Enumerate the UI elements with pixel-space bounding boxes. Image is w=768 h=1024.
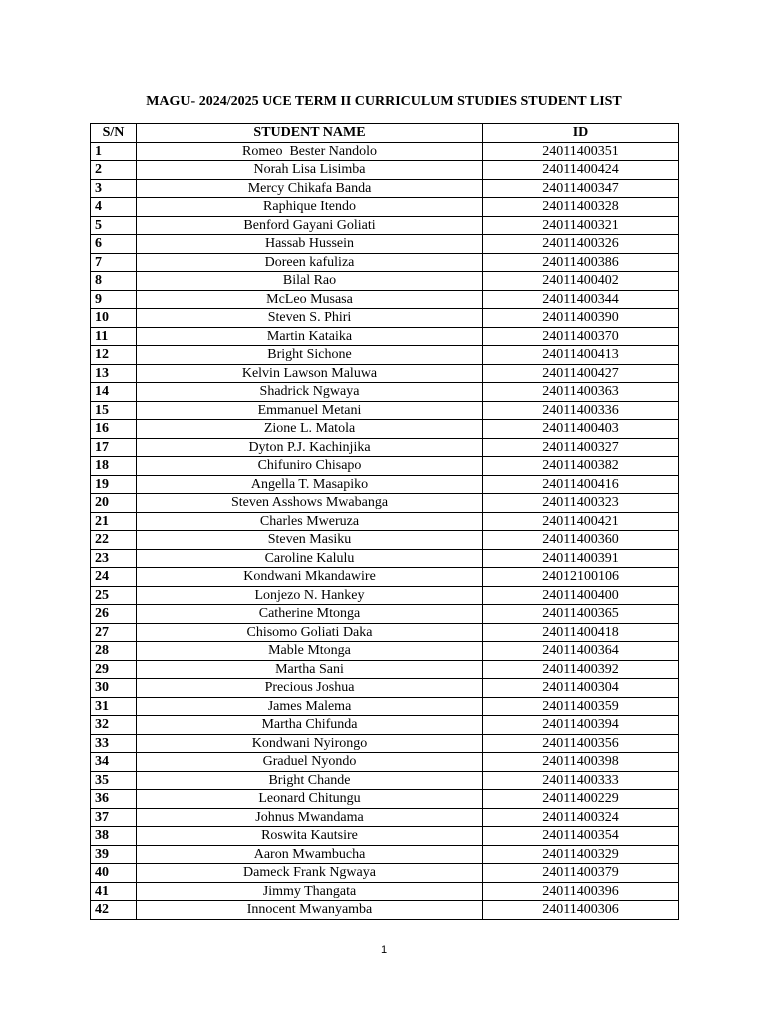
serial-number-cell: 24 (91, 568, 137, 587)
table-row (91, 327, 679, 346)
student-id-cell: 24011400229 (483, 790, 679, 809)
student-name-cell: Chisomo Goliati Daka (137, 623, 483, 642)
table-row (91, 827, 679, 846)
student-name-cell: Bright Chande (137, 771, 483, 790)
student-id-cell: 24011400382 (483, 457, 679, 476)
table-row (91, 216, 679, 235)
table-row (91, 290, 679, 309)
student-name-cell: Leonard Chitungu (137, 790, 483, 809)
column-header-id: ID (483, 124, 679, 143)
student-name-cell: Martha Sani (137, 660, 483, 679)
student-name-cell: Graduel Nyondo (137, 753, 483, 772)
table-row (91, 475, 679, 494)
student-name-cell: Innocent Mwanyamba (137, 901, 483, 920)
table-row (91, 161, 679, 180)
student-name-cell: James Malema (137, 697, 483, 716)
serial-number-cell: 16 (91, 420, 137, 439)
table-row (91, 179, 679, 198)
table-row (91, 420, 679, 439)
table-row (91, 401, 679, 420)
serial-number-cell: 6 (91, 235, 137, 254)
student-id-cell: 24011400326 (483, 235, 679, 254)
serial-number-cell: 9 (91, 290, 137, 309)
student-id-cell: 24011400333 (483, 771, 679, 790)
student-name-cell: Doreen kafuliza (137, 253, 483, 272)
student-id-cell: 24011400304 (483, 679, 679, 698)
student-name-cell: Kondwani Mkandawire (137, 568, 483, 587)
student-id-cell: 24011400360 (483, 531, 679, 550)
student-name-cell: Chifuniro Chisapo (137, 457, 483, 476)
serial-number-cell: 15 (91, 401, 137, 420)
student-id-cell: 24011400391 (483, 549, 679, 568)
student-id-cell: 24011400344 (483, 290, 679, 309)
student-id-cell: 24011400370 (483, 327, 679, 346)
serial-number-cell: 40 (91, 864, 137, 883)
student-name-cell: Bilal Rao (137, 272, 483, 291)
table-row (91, 235, 679, 254)
student-id-cell: 24011400363 (483, 383, 679, 402)
student-name-cell: Emmanuel Metani (137, 401, 483, 420)
table-row (91, 457, 679, 476)
student-name-cell: Dyton P.J. Kachinjika (137, 438, 483, 457)
student-name-cell: Jimmy Thangata (137, 882, 483, 901)
student-id-cell: 24011400365 (483, 605, 679, 624)
table-row (91, 771, 679, 790)
student-id-cell: 24012100106 (483, 568, 679, 587)
table-row (91, 734, 679, 753)
student-name-cell: Romeo Bester Nandolo (137, 142, 483, 161)
student-id-cell: 24011400392 (483, 660, 679, 679)
table-row (91, 586, 679, 605)
serial-number-cell: 14 (91, 383, 137, 402)
serial-number-cell: 31 (91, 697, 137, 716)
serial-number-cell: 22 (91, 531, 137, 550)
student-id-cell: 24011400336 (483, 401, 679, 420)
table-row (91, 438, 679, 457)
table-row (91, 901, 679, 920)
table-row (91, 383, 679, 402)
serial-number-cell: 42 (91, 901, 137, 920)
serial-number-cell: 29 (91, 660, 137, 679)
serial-number-cell: 20 (91, 494, 137, 513)
student-name-cell: Steven S. Phiri (137, 309, 483, 328)
student-id-cell: 24011400427 (483, 364, 679, 383)
serial-number-cell: 11 (91, 327, 137, 346)
student-id-cell: 24011400418 (483, 623, 679, 642)
table-row (91, 679, 679, 698)
student-id-cell: 24011400351 (483, 142, 679, 161)
student-id-cell: 24011400398 (483, 753, 679, 772)
student-name-cell: Hassab Hussein (137, 235, 483, 254)
student-name-cell: Norah Lisa Lisimba (137, 161, 483, 180)
student-name-cell: Johnus Mwandama (137, 808, 483, 827)
table-row (91, 568, 679, 587)
student-id-cell: 24011400379 (483, 864, 679, 883)
student-id-cell: 24011400424 (483, 161, 679, 180)
student-name-cell: Steven Masiku (137, 531, 483, 550)
student-name-cell: Angella T. Masapiko (137, 475, 483, 494)
student-id-cell: 24011400323 (483, 494, 679, 513)
table-row (91, 660, 679, 679)
student-list-table (90, 123, 679, 920)
student-id-cell: 24011400364 (483, 642, 679, 661)
student-id-cell: 24011400416 (483, 475, 679, 494)
serial-number-cell: 27 (91, 623, 137, 642)
student-name-cell: Steven Asshows Mwabanga (137, 494, 483, 513)
serial-number-cell: 25 (91, 586, 137, 605)
student-name-cell: Martin Kataika (137, 327, 483, 346)
student-name-cell: Raphique Itendo (137, 198, 483, 217)
student-name-cell: Catherine Mtonga (137, 605, 483, 624)
page-number: 1 (380, 944, 388, 956)
table-row (91, 716, 679, 735)
table-row (91, 642, 679, 661)
student-name-cell: Dameck Frank Ngwaya (137, 864, 483, 883)
table-row (91, 605, 679, 624)
student-name-cell: Benford Gayani Goliati (137, 216, 483, 235)
serial-number-cell: 1 (91, 142, 137, 161)
student-id-cell: 24011400386 (483, 253, 679, 272)
student-id-cell: 24011400306 (483, 901, 679, 920)
student-name-cell: Kondwani Nyirongo (137, 734, 483, 753)
student-id-cell: 24011400396 (483, 882, 679, 901)
serial-number-cell: 10 (91, 309, 137, 328)
serial-number-cell: 7 (91, 253, 137, 272)
table-row (91, 346, 679, 365)
table-header-row (91, 124, 679, 143)
student-name-cell: Lonjezo N. Hankey (137, 586, 483, 605)
table-row (91, 623, 679, 642)
serial-number-cell: 18 (91, 457, 137, 476)
student-name-cell: Charles Mweruza (137, 512, 483, 531)
serial-number-cell: 5 (91, 216, 137, 235)
student-name-cell: Mercy Chikafa Banda (137, 179, 483, 198)
serial-number-cell: 21 (91, 512, 137, 531)
serial-number-cell: 28 (91, 642, 137, 661)
student-id-cell: 24011400390 (483, 309, 679, 328)
student-name-cell: McLeo Musasa (137, 290, 483, 309)
student-id-cell: 24011400403 (483, 420, 679, 439)
table-row (91, 845, 679, 864)
serial-number-cell: 8 (91, 272, 137, 291)
table-row (91, 364, 679, 383)
student-name-cell: Zione L. Matola (137, 420, 483, 439)
student-name-cell: Caroline Kalulu (137, 549, 483, 568)
student-id-cell: 24011400421 (483, 512, 679, 531)
table-row (91, 808, 679, 827)
serial-number-cell: 41 (91, 882, 137, 901)
table-row (91, 753, 679, 772)
serial-number-cell: 30 (91, 679, 137, 698)
student-id-cell: 24011400347 (483, 179, 679, 198)
student-id-cell: 24011400354 (483, 827, 679, 846)
student-id-cell: 24011400327 (483, 438, 679, 457)
table-row (91, 494, 679, 513)
student-id-cell: 24011400329 (483, 845, 679, 864)
serial-number-cell: 4 (91, 198, 137, 217)
student-name-cell: Bright Sichone (137, 346, 483, 365)
student-id-cell: 24011400324 (483, 808, 679, 827)
serial-number-cell: 39 (91, 845, 137, 864)
serial-number-cell: 33 (91, 734, 137, 753)
table-row (91, 198, 679, 217)
student-name-cell: Kelvin Lawson Maluwa (137, 364, 483, 383)
student-id-cell: 24011400394 (483, 716, 679, 735)
serial-number-cell: 3 (91, 179, 137, 198)
student-name-cell: Roswita Kautsire (137, 827, 483, 846)
table-row (91, 309, 679, 328)
student-id-cell: 24011400328 (483, 198, 679, 217)
table-row (91, 790, 679, 809)
student-id-cell: 24011400413 (483, 346, 679, 365)
serial-number-cell: 19 (91, 475, 137, 494)
serial-number-cell: 12 (91, 346, 137, 365)
serial-number-cell: 37 (91, 808, 137, 827)
student-id-cell: 24011400356 (483, 734, 679, 753)
student-name-cell: Aaron Mwambucha (137, 845, 483, 864)
serial-number-cell: 35 (91, 771, 137, 790)
serial-number-cell: 2 (91, 161, 137, 180)
table-row (91, 142, 679, 161)
student-id-cell: 24011400359 (483, 697, 679, 716)
student-id-cell: 24011400321 (483, 216, 679, 235)
student-id-cell: 24011400400 (483, 586, 679, 605)
table-row (91, 272, 679, 291)
serial-number-cell: 17 (91, 438, 137, 457)
table-row (91, 697, 679, 716)
table-row (91, 864, 679, 883)
student-id-cell: 24011400402 (483, 272, 679, 291)
student-name-cell: Shadrick Ngwaya (137, 383, 483, 402)
serial-number-cell: 23 (91, 549, 137, 568)
student-name-cell: Martha Chifunda (137, 716, 483, 735)
column-header-sn: S/N (91, 124, 137, 143)
table-row (91, 531, 679, 550)
table-row (91, 549, 679, 568)
serial-number-cell: 32 (91, 716, 137, 735)
column-header-student-name: STUDENT NAME (137, 124, 483, 143)
serial-number-cell: 38 (91, 827, 137, 846)
student-name-cell: Mable Mtonga (137, 642, 483, 661)
table-row (91, 882, 679, 901)
serial-number-cell: 34 (91, 753, 137, 772)
table-body (91, 142, 679, 919)
student-name-cell: Precious Joshua (137, 679, 483, 698)
serial-number-cell: 13 (91, 364, 137, 383)
serial-number-cell: 36 (91, 790, 137, 809)
document-title: MAGU- 2024/2025 UCE TERM II CURRICULUM STUDIES STUDENT LIST (146, 94, 622, 109)
serial-number-cell: 26 (91, 605, 137, 624)
table-row (91, 253, 679, 272)
table-row (91, 512, 679, 531)
